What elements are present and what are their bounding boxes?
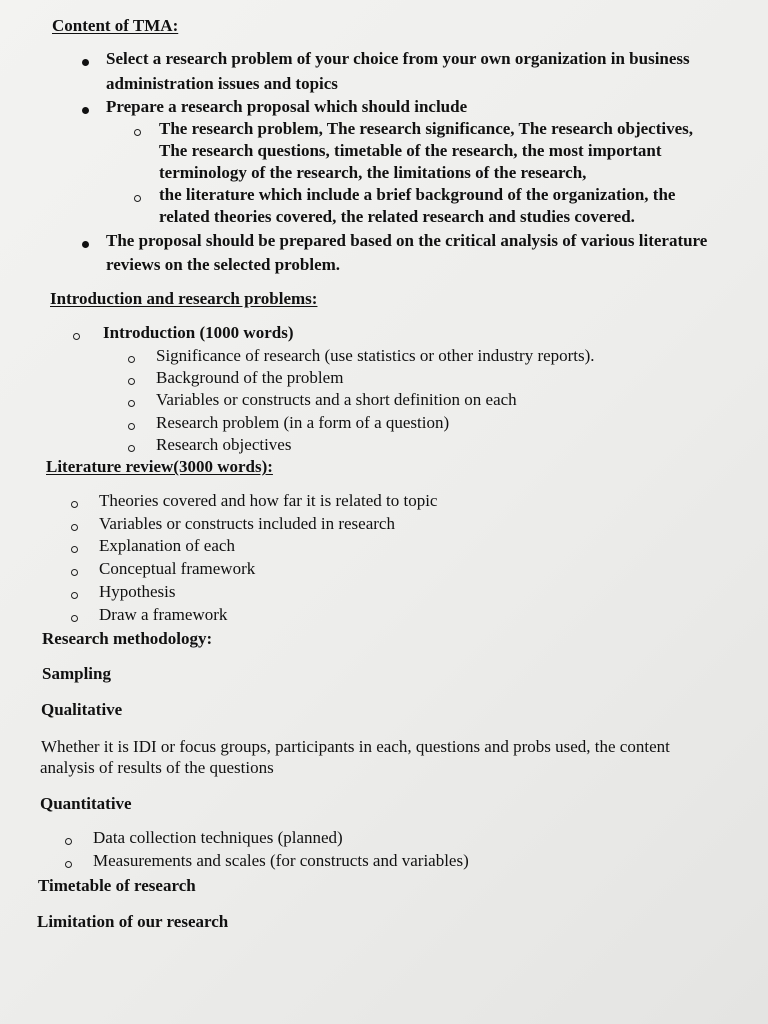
subheading-timetable: Timetable of research xyxy=(38,876,196,895)
introduction-subitem: Significance of research (use statistics or other industry reports). xyxy=(156,346,595,365)
tma-sub-1-line-3: terminology of the research, the limitations of the research, xyxy=(159,163,587,182)
bullet-circle-icon xyxy=(128,348,135,363)
bullet-circle-icon xyxy=(71,561,78,576)
bullet-circle-icon xyxy=(128,370,135,385)
section-heading-content-of-tma: Content of TMA: xyxy=(52,16,179,35)
quantitative-item: Data collection techniques (planned) xyxy=(93,828,343,847)
bullet-circle-icon xyxy=(73,325,80,340)
tma-sub-2-line-2: related theories covered, the related research and studies covered. xyxy=(159,207,635,226)
bullet-circle-icon xyxy=(134,121,141,136)
bullet-circle-icon xyxy=(128,437,135,452)
tma-sub-2-line-1: the literature which include a brief background of the organization, the xyxy=(159,185,676,204)
bullet-circle-icon xyxy=(128,415,135,430)
literature-item: Theories covered and how far it is related to topic xyxy=(99,491,438,510)
bullet-circle-icon xyxy=(71,493,78,508)
literature-item: Draw a framework xyxy=(99,605,228,624)
bullet-dot-icon xyxy=(82,233,89,248)
tma-sub-1-line-2: The research questions, timetable of the research, the most important xyxy=(159,141,662,160)
section-heading-literature-review: Literature review(3000 words): xyxy=(46,457,273,476)
tma-bullet-3-line-2: reviews on the selected problem. xyxy=(106,255,341,274)
tma-bullet-3-line-1: The proposal should be prepared based on the critical analysis of various literature xyxy=(106,231,708,250)
introduction-subitem: Research objectives xyxy=(156,435,292,454)
subheading-qualitative: Qualitative xyxy=(41,700,123,719)
literature-item: Variables or constructs included in research xyxy=(99,514,395,533)
literature-item: Hypothesis xyxy=(99,582,176,601)
introduction-item: Introduction (1000 words) xyxy=(103,323,294,342)
bullet-circle-icon xyxy=(71,607,78,622)
bullet-dot-icon xyxy=(82,99,89,114)
subheading-limitation: Limitation of our research xyxy=(37,912,229,931)
bullet-circle-icon xyxy=(71,516,78,531)
tma-sub-1-line-1: The research problem, The research significance, The research objectives, xyxy=(159,119,694,138)
bullet-circle-icon xyxy=(134,187,141,202)
literature-item: Explanation of each xyxy=(99,536,235,555)
bullet-circle-icon xyxy=(65,830,72,845)
subheading-quantitative: Quantitative xyxy=(40,794,132,813)
introduction-subitem: Background of the problem xyxy=(156,368,344,387)
bullet-dot-icon xyxy=(82,51,89,66)
bullet-circle-icon xyxy=(65,853,72,868)
bullet-circle-icon xyxy=(71,538,78,553)
quantitative-item: Measurements and scales (for constructs and variables) xyxy=(93,851,469,870)
section-heading-introduction: Introduction and research problems: xyxy=(50,289,318,308)
subheading-sampling: Sampling xyxy=(42,664,111,683)
qualitative-text-line-1: Whether it is IDI or focus groups, participants in each, questions and probs used, the content xyxy=(41,737,670,756)
introduction-subitem: Variables or constructs and a short definition on each xyxy=(156,390,517,409)
introduction-subitem: Research problem (in a form of a question) xyxy=(156,413,450,432)
section-heading-research-methodology: Research methodology: xyxy=(42,629,213,648)
literature-item: Conceptual framework xyxy=(99,559,256,578)
tma-bullet-1-line-2: administration issues and topics xyxy=(106,74,338,93)
tma-bullet-1-line-1: Select a research problem of your choice from your own organization in business xyxy=(106,49,690,68)
qualitative-text-line-2: analysis of results of the questions xyxy=(40,758,274,777)
bullet-circle-icon xyxy=(128,392,135,407)
tma-bullet-2: Prepare a research proposal which should include xyxy=(106,97,468,116)
bullet-circle-icon xyxy=(71,584,78,599)
